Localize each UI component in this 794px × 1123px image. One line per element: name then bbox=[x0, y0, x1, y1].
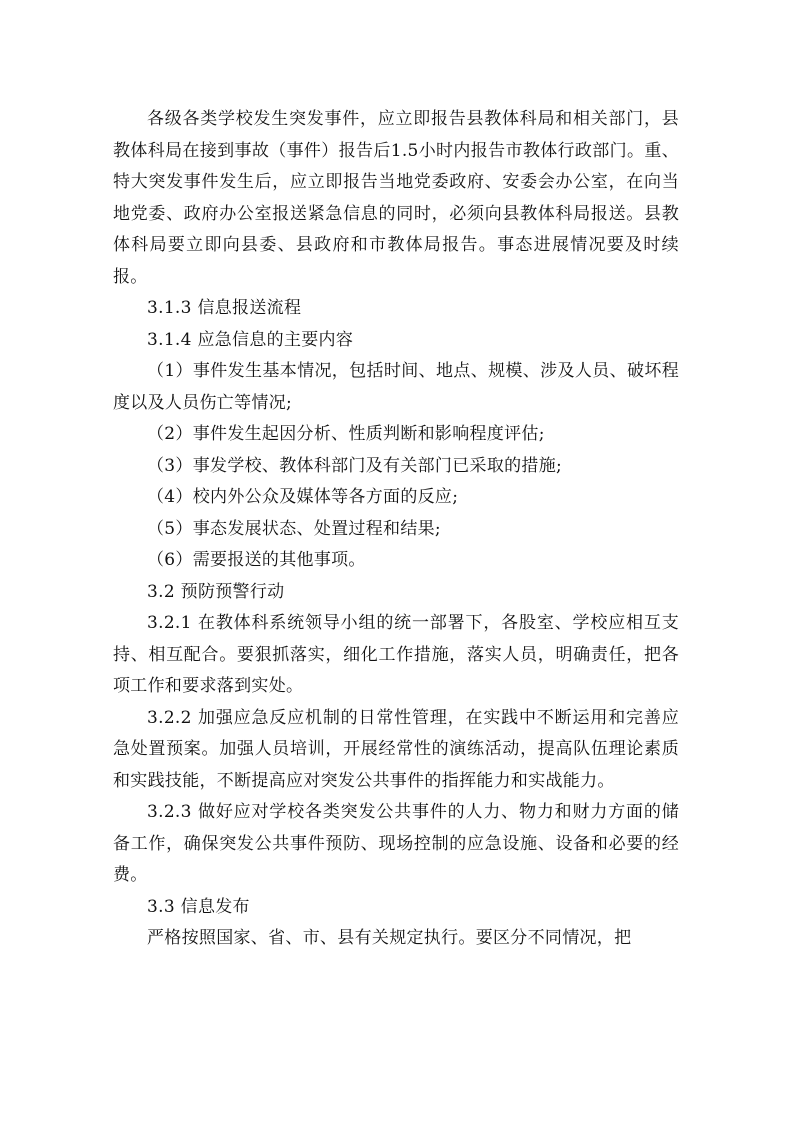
list-item-3: （3）事发学校、教体科部门及有关部门已采取的措施; bbox=[147, 455, 563, 476]
paragraph-reporting-requirements: 各级各类学校发生突发事件，应立即报告县教体科局和相关部门，县教体科局在接到事故（事件）报告后1.5小时内报告市教体行政部门。重、特大突发事件发生后，应立即报告当地党委政府、安委会办公室，在向当地党委、政府办公室报送紧急信息的同时，必须向县教体科局报送。县教体科局要立即向县委、县政府和市教体局报告。事态进展情况要及时续报。 bbox=[113, 109, 679, 287]
paragraph-info-release: 严格按照国家、省、市、县有关规定执行。要区分不同情况，把 bbox=[147, 928, 632, 948]
list-item-6: （6）需要报送的其他事项。 bbox=[147, 550, 366, 570]
paragraph-3-2-2: 3.2.2 加强应急反应机制的日常性管理，在实践中不断运用和完善应急处置预案。加强人员培训，开展经常性的演练活动，提高队伍理论素质和实践技能，不断提高应对突发公共事件的指挥能力和实战能力。 bbox=[113, 707, 679, 791]
list-item-1: （1）事件发生基本情况，包括时间、地点、规模、涉及人员、破坏程度以及人员伤亡等情况; bbox=[113, 361, 679, 413]
list-item-4: （4）校内外公众及媒体等各方面的反应; bbox=[147, 487, 459, 507]
heading-3-1-3-report-process: 3.1.3 信息报送流程 bbox=[147, 298, 302, 318]
paragraph-3-2-3: 3.2.3 做好应对学校各类突发公共事件的人力、物力和财力方面的储备工作，确保突发公共事件预防、现场控制的应急设施、设备和必要的经费。 bbox=[113, 802, 679, 885]
heading-3-1-4-info-content: 3.1.4 应急信息的主要内容 bbox=[147, 329, 354, 350]
heading-3-3-info-release: 3.3 信息发布 bbox=[147, 896, 250, 917]
list-item-5: （5）事态发展状态、处置过程和结果; bbox=[147, 518, 441, 539]
list-item-2: （2）事件发生起因分析、性质判断和影响程度评估; bbox=[147, 424, 545, 444]
paragraph-3-2-1: 3.2.1 在教体科系统领导小组的统一部署下，各股室、学校应相互支持、相互配合。要狠抓落实，细化工作措施，落实人员，明确责任，把各项工作和要求落到实处。 bbox=[113, 613, 679, 696]
heading-3-2-prevention-warning: 3.2 预防预警行动 bbox=[147, 581, 285, 602]
document-body bbox=[113, 104, 679, 955]
